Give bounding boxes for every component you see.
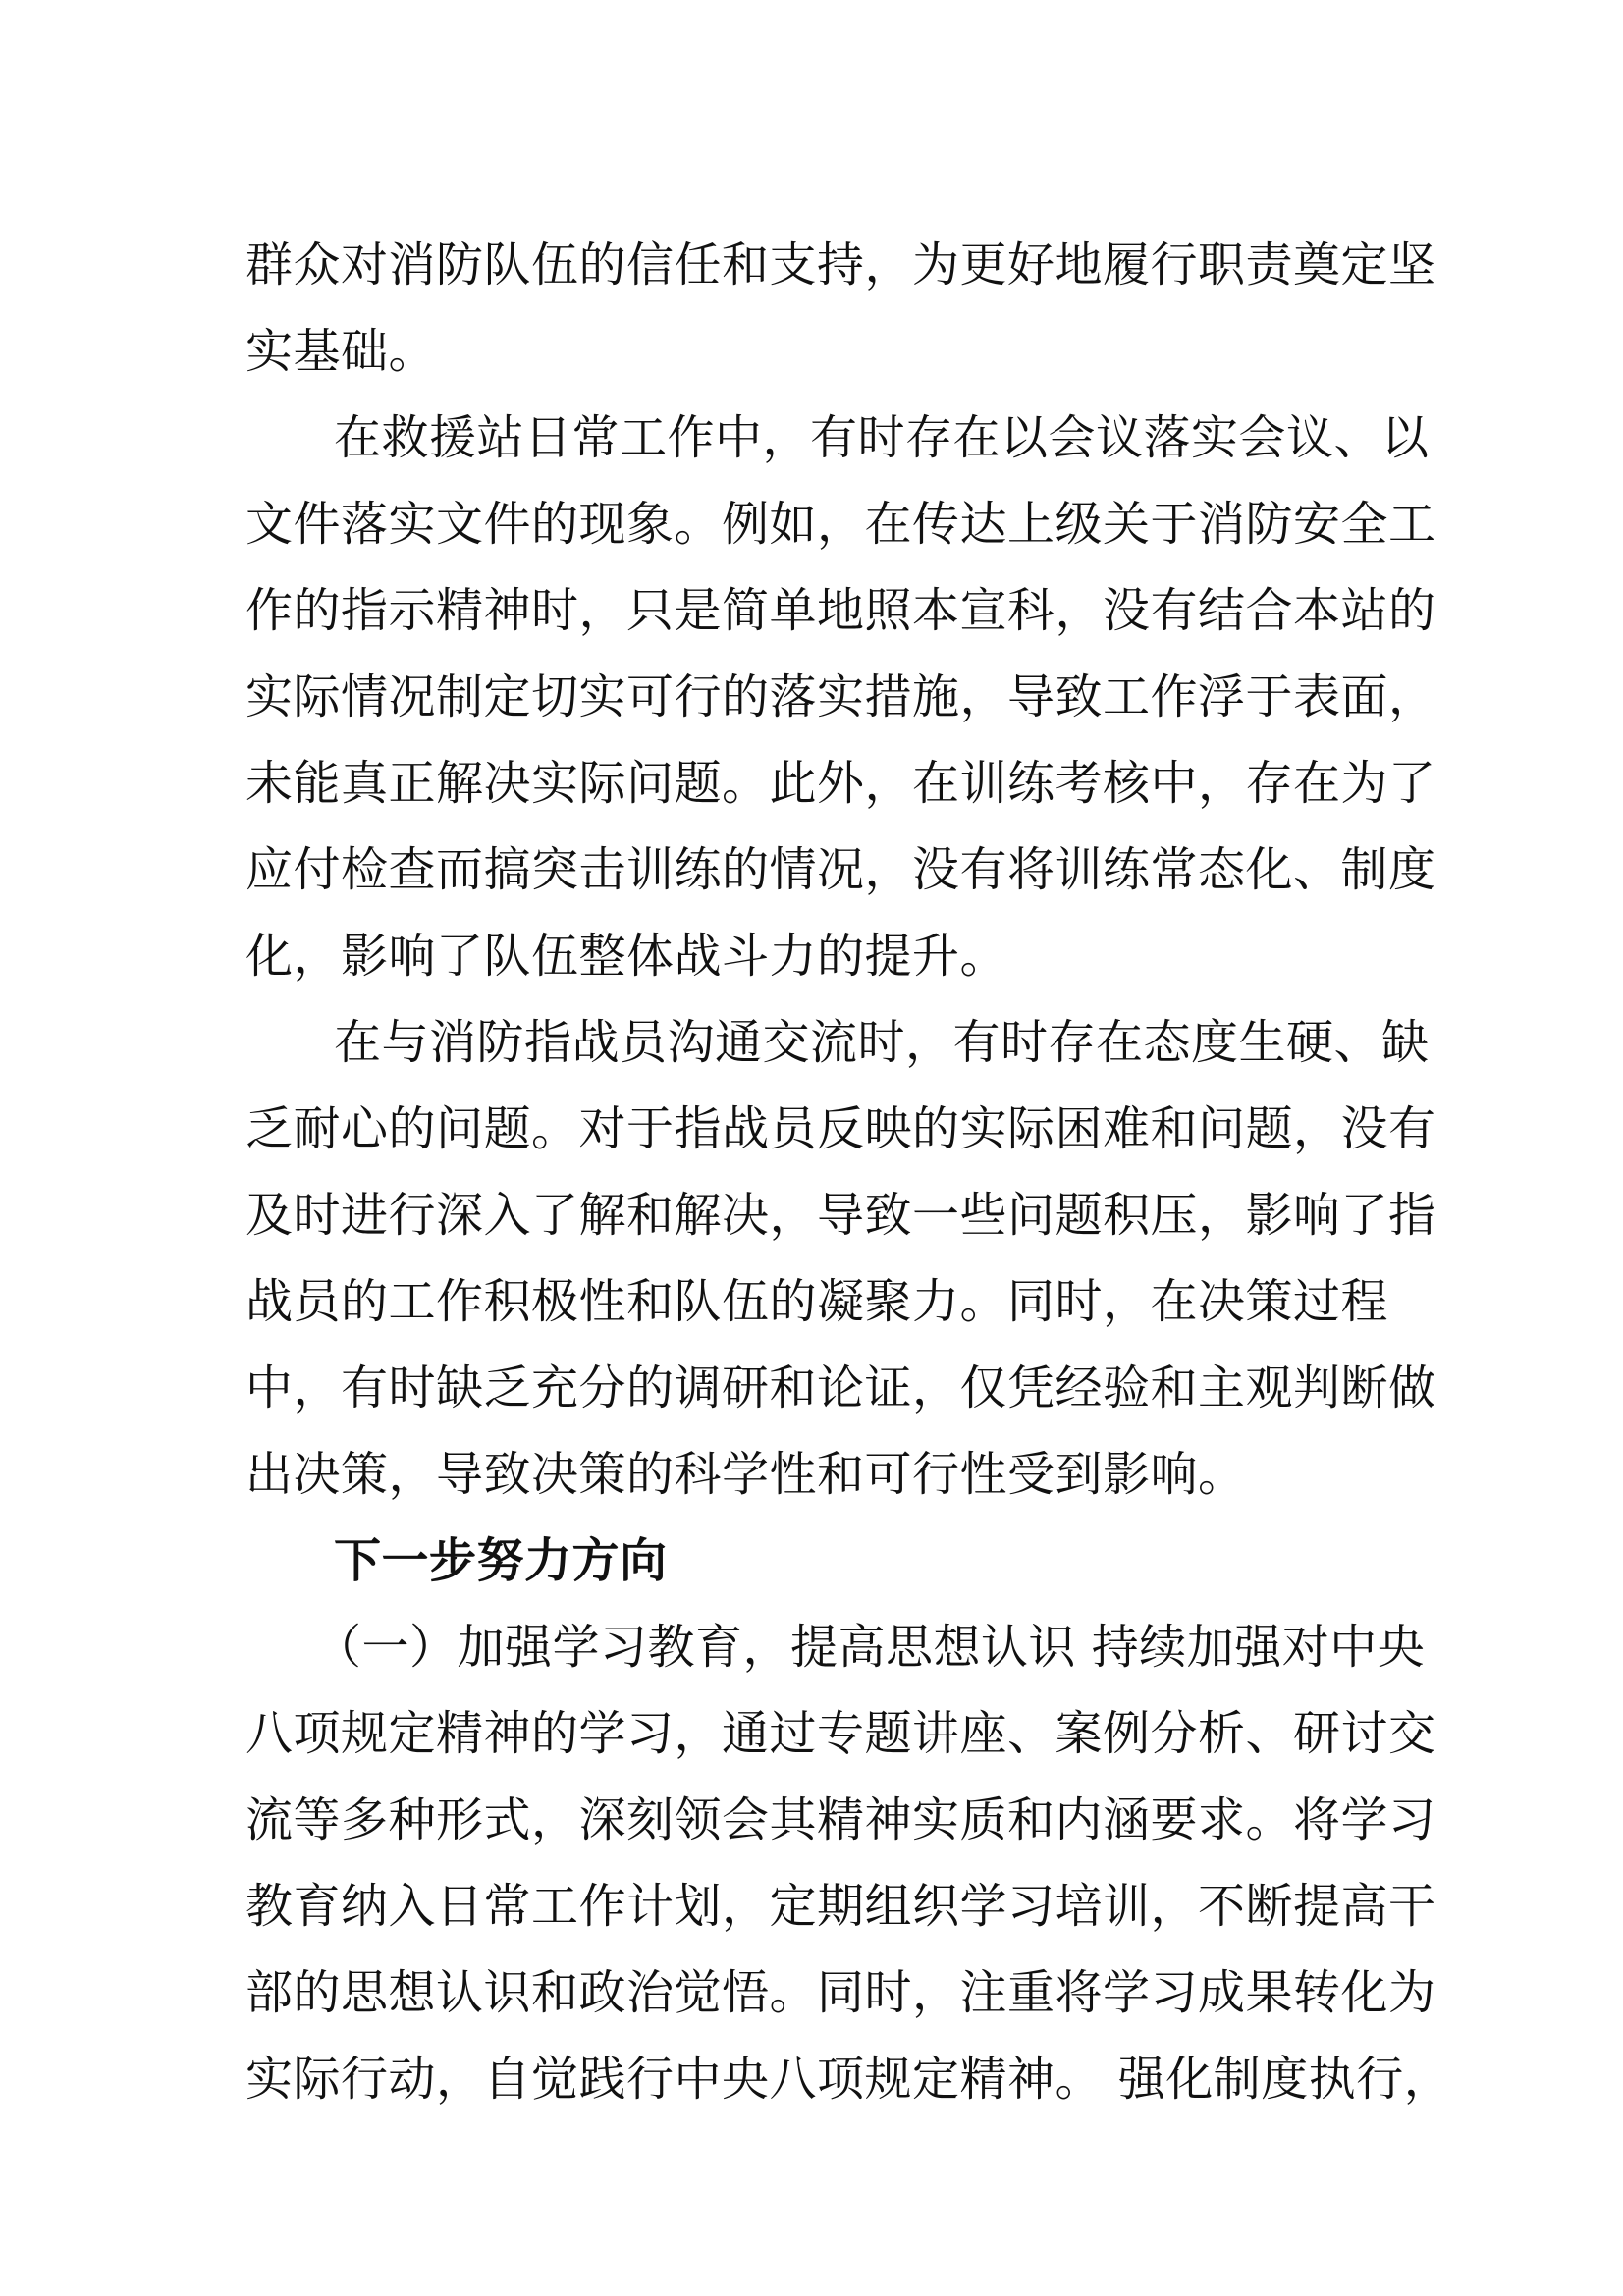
paragraph-line: 实际行动，自觉践行中央八项规定精神。 强化制度执行， [245,2052,1452,2107]
paragraph-line: 作的指示精神时，只是简单地照本宣科，没有结合本站的 [245,583,1436,638]
paragraph-line: 部的思想认识和政治觉悟。同时，注重将学习成果转化为 [245,1965,1436,2020]
subsection-line: （一）加强学习教育，提高思想认识 持续加强对中央 [314,1620,1426,1675]
paragraph-line: 及时进行深入了解和解决，导致一些问题积压，影响了指 [245,1188,1436,1243]
paragraph-line: 流等多种形式，深刻领会其精神实质和内涵要求。将学习 [245,1792,1436,1847]
paragraph-line: 战员的工作积极性和队伍的凝聚力。同时，在决策过程 [245,1274,1389,1329]
paragraph-line: 群众对消防队伍的信任和支持，为更好地履行职责奠定坚 [245,238,1436,293]
paragraph-line: 未能真正解决实际问题。此外，在训练考核中，存在为了 [245,756,1436,811]
paragraph-line: 应付检查而搞突击训练的情况，没有将训练常态化、制度 [245,842,1436,897]
paragraph-line: 中，有时缺乏充分的调研和论证，仅凭经验和主观判断做 [245,1361,1436,1415]
paragraph-line: 文件落实文件的现象。例如，在传达上级关于消防安全工 [245,497,1436,552]
paragraph-line: 八项规定精神的学习，通过专题讲座、案例分析、研讨交 [245,1706,1436,1761]
paragraph-line: 实基础。 [245,324,437,379]
paragraph-line: 乏耐心的问题。对于指战员反映的实际困难和问题，没有 [245,1101,1436,1156]
paragraph-line: 在与消防指战员沟通交流时，有时存在态度生硬、缺 [334,1015,1430,1070]
paragraph-line: 出决策，导致决策的科学性和可行性受到影响。 [245,1447,1246,1502]
section-heading: 下一步努力方向 [334,1533,668,1588]
paragraph-line: 实际情况制定切实可行的落实措施，导致工作浮于表面， [245,669,1436,724]
paragraph-line: 在救援站日常工作中，有时存在以会议落实会议、以 [334,410,1430,465]
paragraph-line: 化，影响了队伍整体战斗力的提升。 [245,929,1008,984]
paragraph-line: 教育纳入日常工作计划，定期组织学习培训，不断提高干 [245,1879,1436,1934]
